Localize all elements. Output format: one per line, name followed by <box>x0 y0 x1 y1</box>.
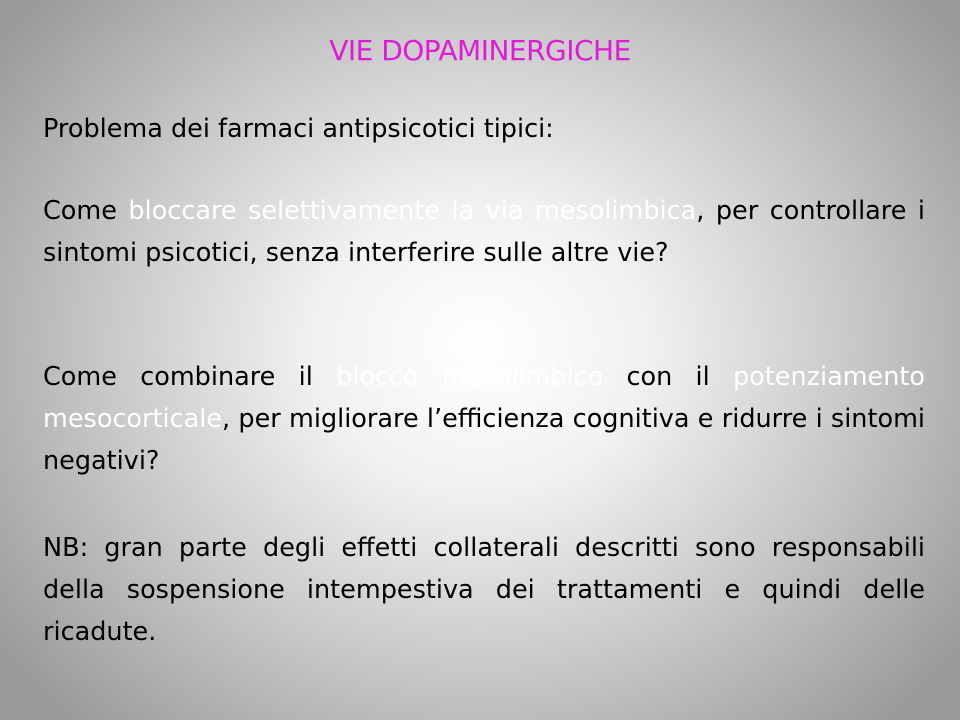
paragraph-tail: , per migliorare l’efficienza cognitiva e ridurre i sintomi negativi? <box>43 404 925 476</box>
problem-heading: Problema dei farmaci antipsicotici tipici: <box>43 114 554 144</box>
slide-title: VIE DOPAMINERGICHE <box>329 34 631 67</box>
paragraph-combined-block <box>43 356 925 482</box>
paragraph-middle: con il <box>603 362 733 392</box>
paragraph-lead: Come <box>43 196 129 226</box>
paragraph-selective-block <box>43 190 925 274</box>
highlighted-phrase-2: potenziamento mesocorticale <box>43 362 925 434</box>
note-paragraph: NB: gran parte degli effetti collaterali descritti sono responsabili della sospensione intempestiva dei trattamenti e quindi delle ricadute. <box>43 533 925 647</box>
highlighted-phrase: blocco mesolimbico <box>336 362 604 392</box>
highlighted-phrase: bloccare selettivamente la via mesolimbica <box>128 196 697 226</box>
paragraph-tail: , per controllare i sintomi psicotici, senza interferire sulle altre vie? <box>43 196 925 268</box>
paragraph-lead: Come combinare il <box>43 362 337 392</box>
